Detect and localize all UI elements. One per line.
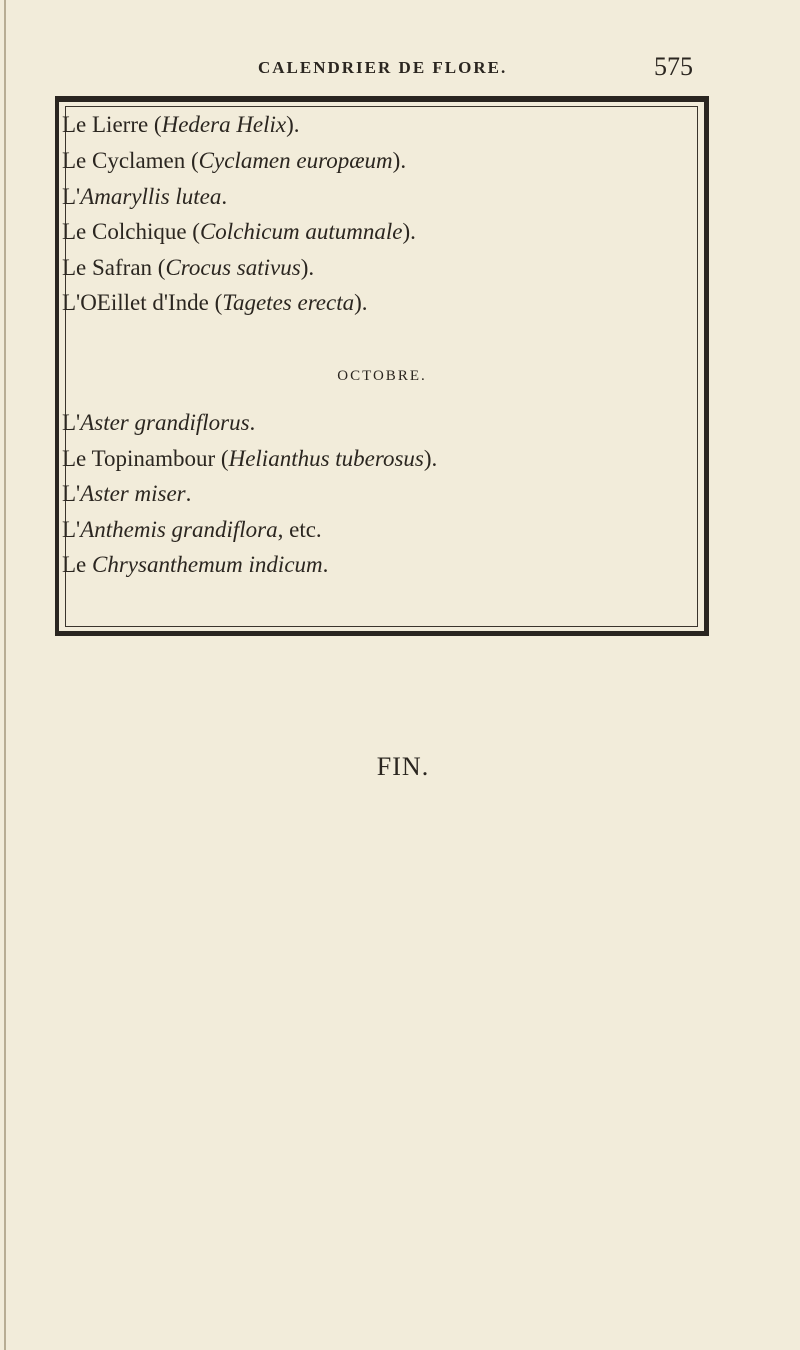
entry-prefix: Le Cyclamen ( — [62, 148, 199, 173]
page-edge — [4, 0, 6, 1350]
plant-entry — [62, 290, 368, 316]
latin-name: Aster miser — [80, 481, 186, 506]
plant-entry — [62, 552, 328, 578]
latin-name: Chrysanthemum indicum — [92, 552, 323, 577]
entry-suffix: ). — [300, 255, 315, 280]
entry-prefix: L'OEillet d'Inde ( — [62, 290, 223, 315]
entry-prefix: Le Topinambour ( — [62, 446, 229, 471]
month-heading: OCTOBRE. — [337, 368, 427, 384]
latin-name: Cyclamen europæum — [198, 148, 393, 173]
latin-name: Aster grandiflorus — [80, 410, 250, 435]
plant-entry — [62, 255, 314, 281]
running-head — [0, 52, 800, 92]
entry-suffix: . — [249, 410, 256, 435]
latin-name: Crocus sativus — [165, 255, 301, 280]
plant-entry — [62, 446, 437, 472]
entry-suffix: . — [221, 184, 228, 209]
entry-prefix: Le — [62, 552, 93, 577]
entry-suffix: . — [322, 552, 329, 577]
plant-entry — [62, 112, 300, 138]
latin-name: Helianthus tuberosus — [228, 446, 424, 471]
entry-prefix: L' — [62, 517, 81, 542]
entry-suffix: , etc. — [277, 517, 322, 542]
entry-prefix: L' — [62, 184, 81, 209]
running-title: CALENDRIER DE FLORE. — [258, 58, 508, 77]
entry-prefix: L' — [62, 410, 81, 435]
latin-name: Tagetes erecta — [222, 290, 355, 315]
entry-prefix: Le Lierre ( — [62, 112, 162, 137]
latin-name: Colchicum autumnale — [199, 219, 403, 244]
entry-suffix: ). — [392, 148, 407, 173]
plant-entry — [62, 148, 406, 174]
latin-name: Anthemis grandiflora — [80, 517, 278, 542]
plant-entry — [62, 481, 191, 507]
latin-name: Hedera Helix — [161, 112, 287, 137]
entry-prefix: Le Safran ( — [62, 255, 166, 280]
entry-prefix: Le Colchique ( — [62, 219, 200, 244]
entry-suffix: . — [185, 481, 192, 506]
plant-entry — [62, 184, 227, 210]
entry-suffix: ). — [354, 290, 368, 315]
entry-suffix: ). — [423, 446, 438, 471]
page-number: 575 — [654, 52, 693, 81]
entry-prefix: L' — [62, 481, 81, 506]
entry-suffix: ). — [286, 112, 300, 137]
plant-entry — [62, 219, 416, 245]
closing-text: FIN. — [376, 752, 430, 781]
plant-entry — [62, 410, 255, 436]
latin-name: Amaryllis lutea — [80, 184, 222, 209]
plant-entry — [62, 517, 322, 543]
entry-suffix: ). — [402, 219, 416, 244]
